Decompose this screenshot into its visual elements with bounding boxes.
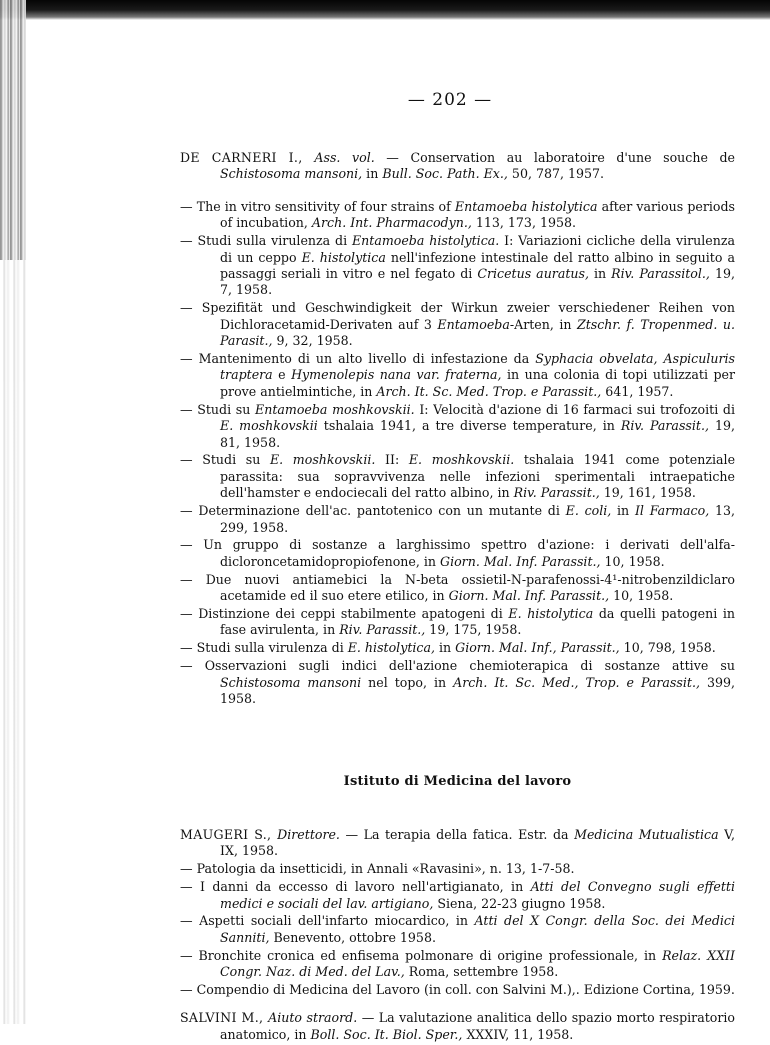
bib-entry <box>180 948 735 981</box>
entry-text: Benevento, ottobre 1958. <box>269 929 436 945</box>
bib-entry <box>180 913 735 946</box>
bib-entry <box>180 1010 735 1043</box>
bib-entry <box>180 300 735 349</box>
entry-text: — Compendio di Medicina del Lavoro (in coll. con Salvini M.),. Edizione Cortina, 1959. <box>180 982 735 998</box>
entry-text: 19, 81, 1958. <box>220 418 735 450</box>
entry-text: 19, 161, 1958. <box>599 485 696 501</box>
entry-italic: E. coli, <box>565 503 612 519</box>
entry-text: -Arten, in <box>509 316 577 332</box>
entry-text: 19, 7, 1958. <box>220 265 735 298</box>
bib-entry <box>180 199 735 232</box>
bib-entry <box>180 982 735 998</box>
entry-italic: Schistosoma mansoni, <box>220 166 363 182</box>
entry-text: nel topo, in <box>361 674 454 690</box>
entry-italic: Syphacia obvelata, Aspiculuris traptera <box>220 350 735 383</box>
entry-text: — Studi su <box>180 401 256 417</box>
bib-entry <box>180 658 735 707</box>
entry-italic: E. moshkovskii. <box>408 452 515 468</box>
entry-text: I: Variazioni cicliche della virulenza di un ceppo <box>220 233 735 265</box>
entry-text: 399, 1958. <box>220 674 735 707</box>
entry-italic: Arch. Int. Pharmacodyn., <box>311 215 472 231</box>
bib-entry <box>180 452 735 501</box>
entry-text: in <box>611 503 635 519</box>
entry-italic: Relaz. XXII Congr. Naz. di Med. del Lav., <box>220 947 735 980</box>
bib-entry <box>180 640 735 656</box>
entry-italic: Entamoeba histolytica. <box>351 233 500 249</box>
entry-text: — Aspetti sociali dell'infarto miocardico, in <box>180 913 475 929</box>
entry-text: — Spezifität und Geschwindigkeit der Wirkun zweier verschiedener Reihen von Dichloracetamid-Derivaten auf 3 <box>180 300 735 332</box>
entry-italic: Riv. Parassitol., <box>611 265 710 281</box>
entry-italic: Ztschr. f. Tropenmed. u. Parasit., <box>220 316 735 349</box>
entry-italic: Boll. Soc. It. Biol. Sper., <box>310 1026 463 1042</box>
entry-text: nell'infezione intestinale del ratto albino in seguito a passaggi seriali in vitro e nel fegato di <box>220 249 735 281</box>
entry-text: I: Velocità d'azione di 16 farmaci sui trofozoiti di <box>414 401 735 417</box>
entry-text: e <box>272 367 292 383</box>
entry-text: — Distinzione dei ceppi stabilmente apatogeni di <box>180 606 509 622</box>
entry-italic: E. moshkovskii <box>220 418 318 434</box>
entry-text: 10, 1958. <box>600 553 665 569</box>
entry-text: in <box>434 640 456 656</box>
entry-text: — Studi sulla virulenza di <box>180 233 352 249</box>
entry-text: after various periods of incubation, <box>220 198 735 231</box>
entry-text: — Osservazioni sugli indici dell'azione chemioterapica di sostanze attive su <box>180 658 735 674</box>
entry-italic: Riv. Parassit., <box>620 418 709 434</box>
entry-italic: E. histolytica <box>508 606 594 622</box>
bib-entry <box>180 150 735 183</box>
author-name: SALVINI M., <box>180 1010 269 1026</box>
entry-italic: Schistosoma mansoni <box>220 674 362 690</box>
section-title: Istituto di Medicina del lavoro <box>343 773 572 789</box>
entry-italic: Cricetus auratus, <box>477 265 589 281</box>
author-role: Ass. vol. <box>314 150 375 165</box>
entry-text: — Studi su <box>180 452 270 468</box>
entry-text: 10, 1958. <box>609 588 674 604</box>
entry-italic: E. histolytica, <box>347 640 435 656</box>
entry-text: — Determinazione dell'ac. pantotenico con un mutante di <box>180 503 566 519</box>
entry-text: — Conservation au laboratoire d'une souche de <box>374 150 735 165</box>
entry-text: tshalaia 1941 come potenziale parassita: sua sopravvivenza nelle infezioni sperimentali intraepatiche dell'hamster e endociecali del ratto albino, in <box>220 452 736 501</box>
entry-text: — Patologia da insetticidi, in Annali «Ravasini», n. 13, 1-7-58. <box>180 861 575 877</box>
bib-entry <box>180 402 735 451</box>
entry-text: 13, 299, 1958. <box>220 503 735 535</box>
bib-entry <box>180 606 735 639</box>
entry-text: — Un gruppo di sostanze a larghissimo spettro d'azione: i derivati dell'alfa-dicloroncetamidopropiofenone, in <box>180 537 735 569</box>
entry-text: V, IX, 1958. <box>220 826 735 859</box>
entry-italic: Giorn. Mal. Inf. Parassit., <box>440 553 601 569</box>
entry-italic: Arch. It. Sc. Med. Trop. e Parassit., <box>376 383 602 399</box>
entry-italic: Hymenolepis nana var. fraterna, <box>291 367 502 383</box>
entry-text: — Mantenimento di un alto livello di infestazione da <box>180 350 536 366</box>
entry-text: — The in vitro sensitivity of four strains of <box>180 198 455 214</box>
entry-italic: Atti del Convegno sugli effetti medici e sociali del lav. artigiano, <box>220 879 735 911</box>
entry-italic: Giorn. Mal. Inf., Parassit., <box>455 640 620 656</box>
entry-text: XXXIV, 11, 1958. <box>462 1026 574 1042</box>
entry-text: 50, 787, 1957. <box>507 166 605 182</box>
entry-text: in <box>362 166 383 182</box>
entry-italic: E. histolytica <box>301 249 386 265</box>
entry-text: 113, 173, 1958. <box>471 215 577 231</box>
entry-italic: Medicina Mutualistica <box>574 826 719 842</box>
scan-top-edge <box>0 0 770 20</box>
entry-text: Roma, settembre 1958. <box>404 964 559 980</box>
entry-italic: Arch. It. Sc. Med., Trop. e Parassit., <box>453 674 700 690</box>
entry-text: — La terapia della fatica. Estr. da <box>339 826 575 842</box>
author-role: Direttore. <box>277 826 340 842</box>
entry-italic: E. moshkovskii. <box>269 452 376 468</box>
entry-text: in una colonia di topi utilizzati per prove antielmintiche, in <box>220 367 735 399</box>
entry-text: 9, 32, 1958. <box>272 333 353 349</box>
bib-entry <box>180 861 735 877</box>
bib-entry <box>180 537 735 570</box>
entry-italic: Entamoeba moshkovskii. <box>255 401 415 417</box>
page-number: — 202 — <box>407 90 493 110</box>
entry-text: 641, 1957. <box>601 383 674 399</box>
entry-italic: Riv. Parassit., <box>513 485 600 501</box>
entry-text: — Bronchite cronica ed enfisema polmonare di origine professionale, in <box>180 947 663 963</box>
bib-entry <box>180 351 735 400</box>
entry-italic: Atti del X Congr. della Soc. dei Medici Sanniti, <box>220 913 735 945</box>
entry-italic: Riv. Parassit., <box>339 622 426 638</box>
bib-entry <box>180 879 735 912</box>
entry-text: II: <box>375 452 409 468</box>
entry-text: — I danni da eccesso di lavoro nell'artigianato, in <box>180 879 531 895</box>
entry-text: — Due nuovi antiamebici la N-beta ossietil-N-parafenossi-4¹-nitrobenzildiclaro acetamide ed il suo etere etilico, in <box>180 571 735 604</box>
entry-text: da quelli patogeni in fase avirulenta, in <box>220 606 735 638</box>
bib-entry <box>180 233 735 299</box>
scan-left-edge <box>0 0 26 1024</box>
entry-text: in <box>588 265 612 281</box>
author-name: DE CARNERI I., <box>180 150 315 165</box>
entry-italic: Bull. Soc. Path. Ex., <box>382 166 508 182</box>
entry-text: tshalaia 1941, a tre diverse temperature, in <box>317 418 621 434</box>
entry-italic: Giorn. Mal. Inf. Parassit., <box>448 588 610 604</box>
entry-text: 19, 175, 1958. <box>425 622 522 638</box>
bib-entry <box>180 503 735 536</box>
entry-text: — Studi sulla virulenza di <box>180 640 348 656</box>
entry-italic: Il Farmaco, <box>634 503 710 519</box>
bib-entry <box>180 572 735 605</box>
entry-text: 10, 798, 1958. <box>619 640 716 656</box>
author-name: MAUGERI S., <box>180 826 278 842</box>
entry-italic: Entamoeba <box>437 316 510 332</box>
entry-text: Siena, 22-23 giugno 1958. <box>433 895 606 911</box>
bib-entry <box>180 827 735 860</box>
author-role: Aiuto straord. <box>268 1010 358 1026</box>
bibliography-content <box>180 150 735 1045</box>
entry-text: — La valutazione analitica dello spazio morto respiratorio anatomico, in <box>220 1010 735 1042</box>
entry-italic: Entamoeba histolytica <box>454 198 598 214</box>
